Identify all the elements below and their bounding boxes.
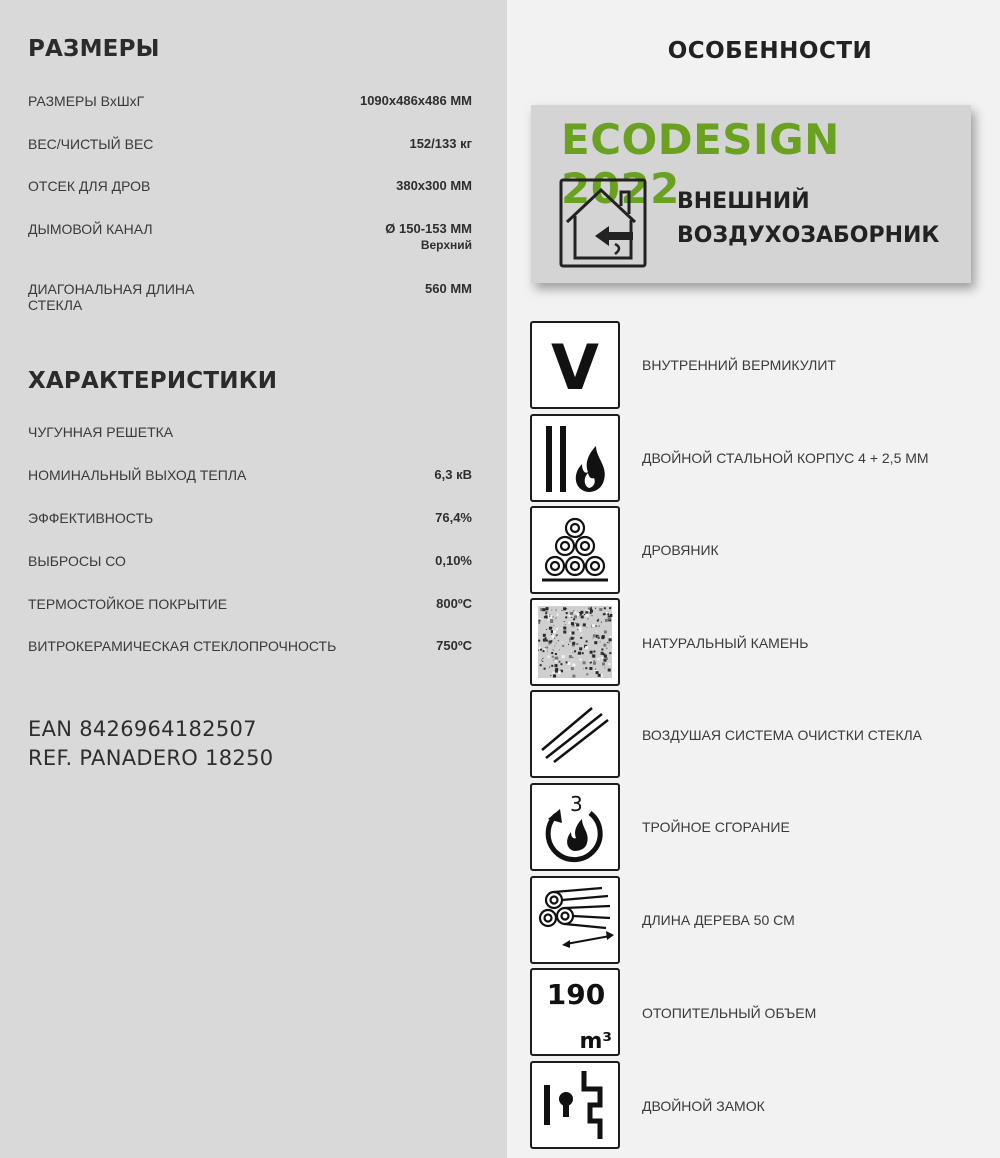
spec-value: 560 ММ — [425, 281, 472, 296]
feature-label: ДВОЙНОЙ СТАЛЬНОЙ КОРПУС 4 + 2,5 ММ — [642, 450, 929, 466]
ecodesign-text — [677, 185, 939, 253]
feature-label: ДРОВЯНИК — [642, 542, 719, 558]
spec-label: ВЫБРОСЫ СО — [28, 553, 126, 569]
spec-value — [385, 221, 472, 253]
vermiculite-glyph: V — [551, 331, 599, 404]
spec-value: 152/133 кг — [409, 136, 472, 151]
ecodesign-title: ECODESIGN 2022 — [561, 115, 840, 213]
spec-label: ДИАГОНАЛЬНАЯ ДЛИНА СТЕКЛА — [28, 281, 195, 313]
feature-label: ТРОЙНОЕ СГОРАНИЕ — [642, 819, 790, 835]
spec-value: 800ºC — [436, 596, 472, 611]
feature-label: ДВОЙНОЙ ЗАМОК — [642, 1098, 765, 1114]
spec-label: НОМИНАЛЬНЫЙ ВЫХОД ТЕПЛА — [28, 467, 247, 483]
spec-value: 6,3 кВ — [434, 467, 472, 482]
triple-combustion-icon — [530, 783, 620, 871]
feature-label: НАТУРАЛЬНЫЙ КАМЕНЬ — [642, 635, 809, 651]
flue-diameter: Ø 150-153 ММ — [385, 221, 472, 236]
feature-label: ВОЗДУШАЯ СИСТЕМА ОЧИСТКИ СТЕКЛА — [642, 727, 923, 743]
ref-code: REF. PANADERO 18250 — [28, 746, 274, 770]
glass-cleaning-icon — [530, 690, 620, 778]
spec-value: 0,10% — [435, 553, 472, 568]
double-lock-icon — [530, 1061, 620, 1149]
heating-volume-value: 190 — [546, 978, 606, 1011]
triple-glyph: 3 — [570, 792, 583, 816]
spec-value: 750ºC — [436, 638, 472, 653]
spec-label: РАЗМЕРЫ ВхШхГ — [28, 93, 145, 109]
spec-label: ВЕС/ЧИСТЫЙ ВЕС — [28, 136, 154, 152]
ecodesign-line-1: ВНЕШНИЙ — [677, 189, 810, 214]
log-length-icon — [530, 876, 620, 964]
ean-code: EAN 8426964182507 — [28, 717, 257, 741]
house-air-intake-icon — [559, 178, 647, 268]
natural-stone-icon — [530, 598, 620, 686]
feature-label: ВНУТРЕННИЙ ВЕРМИКУЛИТ — [642, 357, 836, 373]
vermiculite-icon — [530, 321, 620, 409]
heating-volume-unit: m³ — [579, 1029, 612, 1054]
dimensions-heading: РАЗМЕРЫ — [28, 36, 160, 62]
flue-position: Верхний — [420, 238, 472, 252]
features-heading: ОСОБЕННОСТИ — [667, 38, 873, 64]
spec-value: 380x300 ММ — [396, 178, 472, 193]
feature-label: ОТОПИТЕЛЬНЫЙ ОБЪЕМ — [642, 1005, 817, 1021]
spec-label: ТЕРМОСТОЙКОЕ ПОКРЫТИЕ — [28, 596, 228, 612]
spec-label: ДЫМОВОЙ КАНАЛ — [28, 221, 153, 237]
spec-label: ВИТРОКЕРАМИЧЕСКАЯ СТЕКЛОПРОЧНОСТЬ — [28, 638, 337, 654]
heating-volume-icon — [530, 968, 620, 1056]
spec-value: 1090x486x486 ММ — [359, 93, 472, 108]
ecodesign-badge — [531, 105, 971, 283]
characteristics-heading: ХАРАКТЕРИСТИКИ — [28, 368, 278, 394]
spec-value: 76,4% — [435, 510, 472, 525]
double-steel-body-icon — [530, 414, 620, 502]
spec-label: ЭФФЕКТИВНОСТЬ — [28, 510, 154, 526]
log-store-icon — [530, 506, 620, 594]
spec-label: ОТСЕК ДЛЯ ДРОВ — [28, 178, 151, 194]
feature-label: ДЛИНА ДЕРЕВА 50 СМ — [642, 912, 795, 928]
ecodesign-line-2: ВОЗДУХОЗАБОРНИК — [677, 223, 940, 248]
spec-label: ЧУГУННАЯ РЕШЕТКА — [28, 424, 174, 440]
